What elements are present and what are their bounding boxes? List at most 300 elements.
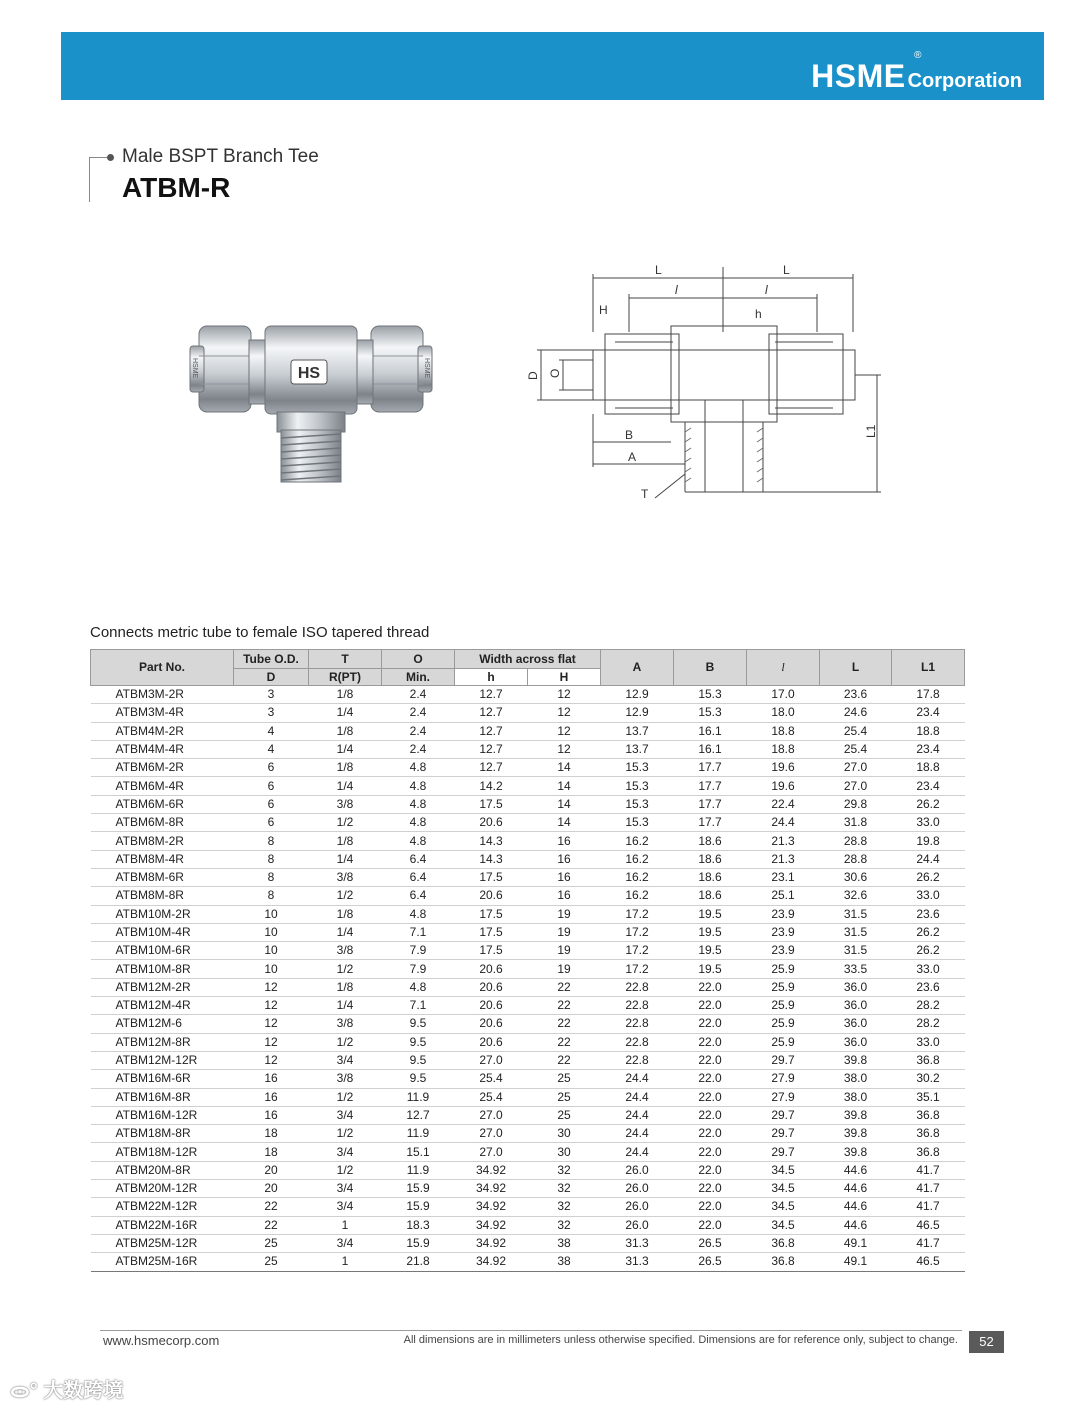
table-cell: 22.0 [674,1125,747,1143]
table-cell: 17.7 [674,814,747,832]
table-row [91,740,965,758]
table-cell: 22.0 [674,1198,747,1216]
table-cell: 12.9 [601,704,674,722]
table-cell: 25 [528,1106,601,1124]
table-cell: 36.0 [820,978,892,996]
col-subheader-h-small: h [455,669,528,686]
table-cell: 22.8 [601,978,674,996]
table-cell: 31.5 [820,923,892,941]
table-cell: 27.9 [747,1070,820,1088]
table-cell: 44.6 [820,1198,892,1216]
table-cell: 17.2 [601,942,674,960]
cell-part-no: ATBM22M-16R [91,1216,234,1234]
table-row [91,1070,965,1088]
table-cell: 13.7 [601,722,674,740]
col-subheader-h-big: H [528,669,601,686]
table-cell: 8 [234,832,309,850]
table-cell: 22 [528,1015,601,1033]
dim-label-A: A [628,450,637,464]
table-cell: 17.5 [455,942,528,960]
table-cell: 39.8 [820,1106,892,1124]
table-cell: 7.1 [382,997,455,1015]
table-cell: 36.8 [892,1051,965,1069]
table-cell: 17.2 [601,960,674,978]
table-cell: 23.4 [892,777,965,795]
table-cell: 28.2 [892,997,965,1015]
table-cell: 22.4 [747,795,820,813]
cell-part-no: ATBM12M-8R [91,1033,234,1051]
table-cell: 15.3 [601,814,674,832]
table-cell: 18.8 [892,722,965,740]
table-cell: 16.1 [674,740,747,758]
table-cell: 18.6 [674,887,747,905]
body-stamp: HS [297,365,321,382]
table-cell: 23.9 [747,942,820,960]
table-cell: 25.4 [820,722,892,740]
table-cell: 14.2 [455,777,528,795]
table-cell: 18.8 [747,722,820,740]
title-bullet-icon [107,154,114,161]
table-cell: 16 [234,1106,309,1124]
table-cell: 30.6 [820,868,892,886]
table-cell: 6 [234,777,309,795]
table-cell: 4.8 [382,777,455,795]
table-cell: 31.5 [820,905,892,923]
table-row [91,1198,965,1216]
table-cell: 20 [234,1161,309,1179]
dim-label-L-left: L [655,263,662,277]
table-cell: 18.0 [747,704,820,722]
table-row [91,1088,965,1106]
table-cell: 25.4 [820,740,892,758]
table-cell: 19.5 [674,942,747,960]
table-cell: 22.8 [601,1033,674,1051]
table-cell: 23.6 [820,686,892,704]
header-banner [61,32,1044,100]
table-cell: 29.8 [820,795,892,813]
table-cell: 12 [528,722,601,740]
table-row [91,942,965,960]
table-cell: 27.0 [455,1106,528,1124]
table-cell: 24.4 [601,1125,674,1143]
table-cell: 24.4 [601,1070,674,1088]
table-cell: 12 [234,1033,309,1051]
table-cell: 19.6 [747,759,820,777]
table-cell: 34.5 [747,1198,820,1216]
table-cell: 1/4 [309,704,382,722]
table-cell: 32 [528,1161,601,1179]
table-cell: 11.9 [382,1125,455,1143]
page-number: 52 [969,1331,1004,1353]
table-cell: 36.0 [820,997,892,1015]
table-cell: 23.1 [747,868,820,886]
table-cell: 9.5 [382,1033,455,1051]
table-cell: 33.0 [892,1033,965,1051]
table-cell: 29.7 [747,1143,820,1161]
table-cell: 32.6 [820,887,892,905]
table-cell: 14 [528,795,601,813]
table-cell: 1/2 [309,887,382,905]
col-header-l-big: L [820,650,892,686]
table-cell: 1 [309,1216,382,1234]
table-cell: 17.5 [455,905,528,923]
table-cell: 3/4 [309,1234,382,1252]
cell-part-no: ATBM8M-4R [91,850,234,868]
table-cell: 4.8 [382,814,455,832]
cell-part-no: ATBM4M-2R [91,722,234,740]
col-header-o: O [382,650,455,669]
table-cell: 27.0 [455,1143,528,1161]
table-cell: 4 [234,722,309,740]
table-cell: 3/4 [309,1198,382,1216]
table-row [91,1216,965,1234]
col-header-tube-od: Tube O.D. [234,650,309,669]
table-cell: 18.6 [674,868,747,886]
table-cell: 1/8 [309,759,382,777]
table-row [91,887,965,905]
table-cell: 34.92 [455,1198,528,1216]
table-row [91,832,965,850]
table-cell: 19 [528,905,601,923]
table-cell: 15.3 [601,759,674,777]
table-cell: 27.0 [820,759,892,777]
cell-part-no: ATBM4M-4R [91,740,234,758]
table-cell: 19.5 [674,923,747,941]
table-cell: 26.0 [601,1180,674,1198]
table-cell: 21.3 [747,850,820,868]
table-cell: 29.7 [747,1051,820,1069]
table-cell: 2.4 [382,686,455,704]
table-cell: 30 [528,1143,601,1161]
table-cell: 10 [234,960,309,978]
table-cell: 19.6 [747,777,820,795]
table-cell: 23.6 [892,978,965,996]
table-cell: 12.7 [455,722,528,740]
table-cell: 25 [234,1234,309,1252]
table-cell: 4.8 [382,759,455,777]
table-row [91,1051,965,1069]
col-header-l1: L1 [892,650,965,686]
table-cell: 3 [234,686,309,704]
table-cell: 19 [528,923,601,941]
table-cell: 4.8 [382,832,455,850]
table-cell: 3/8 [309,868,382,886]
table-row [91,814,965,832]
table-cell: 33.0 [892,960,965,978]
table-cell: 10 [234,942,309,960]
table-cell: 3/4 [309,1143,382,1161]
table-cell: 15.3 [674,704,747,722]
table-cell: 23.9 [747,923,820,941]
table-cell: 25.9 [747,1015,820,1033]
table-cell: 20.6 [455,1033,528,1051]
product-photo [185,318,445,488]
table-cell: 26.0 [601,1198,674,1216]
table-cell: 6.4 [382,887,455,905]
table-cell: 16.2 [601,887,674,905]
table-cell: 39.8 [820,1125,892,1143]
cell-part-no: ATBM3M-2R [91,686,234,704]
table-cell: 12 [528,740,601,758]
brand-corporation: Corporation [907,70,1022,92]
table-cell: 34.5 [747,1216,820,1234]
table-cell: 27.9 [747,1088,820,1106]
dim-label-L-right: L [783,263,790,277]
table-cell: 10 [234,923,309,941]
table-cell: 22.8 [601,1015,674,1033]
table-cell: 1/2 [309,960,382,978]
table-cell: 44.6 [820,1216,892,1234]
table-cell: 29.7 [747,1106,820,1124]
table-row [91,905,965,923]
cell-part-no: ATBM12M-12R [91,1051,234,1069]
cell-part-no: ATBM3M-4R [91,704,234,722]
table-cell: 16.2 [601,832,674,850]
table-cell: 12 [234,978,309,996]
table-cell: 44.6 [820,1161,892,1179]
table-cell: 20.6 [455,887,528,905]
cell-part-no: ATBM12M-6 [91,1015,234,1033]
table-cell: 24.4 [601,1088,674,1106]
table-cell: 22.0 [674,1143,747,1161]
table-cell: 16.1 [674,722,747,740]
cell-part-no: ATBM16M-6R [91,1070,234,1088]
table-cell: 34.92 [455,1161,528,1179]
table-cell: 24.4 [601,1106,674,1124]
col-header-t: T [309,650,382,669]
table-cell: 12.7 [382,1106,455,1124]
table-cell: 41.7 [892,1161,965,1179]
table-cell: 38 [528,1253,601,1271]
table-cell: 30 [528,1125,601,1143]
table-cell: 16 [528,868,601,886]
table-cell: 19 [528,942,601,960]
table-cell: 15.9 [382,1198,455,1216]
table-cell: 19.5 [674,905,747,923]
spec-table [90,649,965,1272]
table-header-row [91,650,965,669]
table-cell: 25.9 [747,960,820,978]
table-cell: 12.9 [601,686,674,704]
table-row [91,1143,965,1161]
table-cell: 22 [234,1198,309,1216]
table-cell: 22.0 [674,1180,747,1198]
table-cell: 36.8 [892,1106,965,1124]
col-header-a: A [601,650,674,686]
table-cell: 25.4 [455,1088,528,1106]
table-cell: 8 [234,850,309,868]
table-cell: 1/2 [309,1033,382,1051]
table-cell: 18 [234,1143,309,1161]
table-cell: 22 [528,1051,601,1069]
table-cell: 25 [528,1070,601,1088]
table-row [91,1125,965,1143]
cell-part-no: ATBM12M-2R [91,978,234,996]
table-row [91,1253,965,1271]
footer-disclaimer: All dimensions are in millimeters unless otherwise specified. Dimensions are for reference only, subject to change. [403,1334,958,1346]
table-cell: 32 [528,1198,601,1216]
table-cell: 24.6 [820,704,892,722]
table-cell: 3/8 [309,795,382,813]
table-cell: 20.6 [455,1015,528,1033]
table-cell: 8 [234,887,309,905]
table-row [91,759,965,777]
title-bracket-line [89,157,90,202]
cell-part-no: ATBM6M-4R [91,777,234,795]
table-cell: 14.3 [455,850,528,868]
table-cell: 3/8 [309,1070,382,1088]
watermark-text: 大数跨境 [43,1380,124,1402]
brand-logo [811,50,1022,95]
table-cell: 25.4 [455,1070,528,1088]
table-cell: 28.8 [820,832,892,850]
table-cell: 49.1 [820,1234,892,1252]
footer-url[interactable]: www.hsmecorp.com [103,1333,220,1348]
dim-label-L1: L1 [864,424,878,438]
table-cell: 17.5 [455,795,528,813]
table-cell: 6.4 [382,850,455,868]
table-cell: 25.1 [747,887,820,905]
table-cell: 25.9 [747,1033,820,1051]
table-cell: 34.92 [455,1216,528,1234]
cell-part-no: ATBM6M-6R [91,795,234,813]
table-cell: 39.8 [820,1051,892,1069]
table-row [91,1234,965,1252]
table-cell: 1/2 [309,814,382,832]
col-header-b: B [674,650,747,686]
table-cell: 18 [234,1125,309,1143]
table-cell: 12 [234,1015,309,1033]
col-header-width-across-flat: Width across flat [455,650,601,669]
cell-part-no: ATBM18M-12R [91,1143,234,1161]
table-cell: 17.7 [674,777,747,795]
table-cell: 20.6 [455,978,528,996]
table-cell: 25 [528,1088,601,1106]
table-cell: 36.0 [820,1015,892,1033]
table-cell: 10 [234,905,309,923]
table-cell: 34.5 [747,1161,820,1179]
table-cell: 22.0 [674,997,747,1015]
table-cell: 7.9 [382,942,455,960]
cell-part-no: ATBM20M-8R [91,1161,234,1179]
table-cell: 23.4 [892,704,965,722]
table-cell: 19 [528,960,601,978]
table-cell: 1/2 [309,1125,382,1143]
table-cell: 12.7 [455,740,528,758]
table-cell: 22.8 [601,997,674,1015]
table-row [91,777,965,795]
table-row [91,686,965,704]
table-row [91,923,965,941]
table-cell: 16 [528,850,601,868]
table-cell: 25.9 [747,978,820,996]
table-cell: 15.3 [674,686,747,704]
cell-part-no: ATBM16M-12R [91,1106,234,1124]
table-cell: 16.2 [601,850,674,868]
table-cell: 1/8 [309,832,382,850]
table-cell: 20.6 [455,997,528,1015]
dim-label-D: D [526,371,540,380]
table-cell: 4 [234,740,309,758]
table-cell: 39.8 [820,1143,892,1161]
table-cell: 3 [234,704,309,722]
dim-label-B: B [625,428,634,442]
table-cell: 1/4 [309,777,382,795]
table-cell: 16 [234,1088,309,1106]
table-cell: 28.8 [820,850,892,868]
table-cell: 22 [528,997,601,1015]
table-cell: 31.8 [820,814,892,832]
table-cell: 41.7 [892,1180,965,1198]
nut-stamp-right: HSME [423,358,430,379]
product-code: ATBM-R [122,172,231,203]
table-cell: 13.7 [601,740,674,758]
table-cell: 16 [528,887,601,905]
table-cell: 9.5 [382,1015,455,1033]
table-cell: 31.3 [601,1234,674,1252]
table-cell: 34.5 [747,1180,820,1198]
table-cell: 4.8 [382,905,455,923]
table-cell: 22.0 [674,1216,747,1234]
table-row [91,795,965,813]
table-cell: 22.8 [601,1051,674,1069]
table-cell: 2.4 [382,704,455,722]
table-cell: 31.3 [601,1253,674,1271]
table-cell: 26.2 [892,795,965,813]
cell-part-no: ATBM20M-12R [91,1180,234,1198]
table-cell: 32 [528,1216,601,1234]
col-subheader-t: R(PT) [309,669,382,686]
table-cell: 1/8 [309,686,382,704]
table-row [91,850,965,868]
table-row [91,868,965,886]
table-cell: 25.9 [747,997,820,1015]
table-cell: 12 [528,704,601,722]
table-cell: 17.7 [674,795,747,813]
table-cell: 36.8 [892,1125,965,1143]
table-cell: 15.3 [601,795,674,813]
cell-part-no: ATBM8M-8R [91,887,234,905]
table-cell: 18.3 [382,1216,455,1234]
table-cell: 3/4 [309,1051,382,1069]
table-cell: 1/8 [309,978,382,996]
table-cell: 3/4 [309,1180,382,1198]
table-cell: 14 [528,777,601,795]
product-subtitle: Male BSPT Branch Tee [122,146,319,167]
table-cell: 33.5 [820,960,892,978]
table-cell: 17.8 [892,686,965,704]
table-row [91,722,965,740]
table-row [91,1180,965,1198]
table-cell: 41.7 [892,1234,965,1252]
table-cell: 30.2 [892,1070,965,1088]
table-cell: 20 [234,1180,309,1198]
dim-label-H: H [599,303,608,317]
cell-part-no: ATBM25M-16R [91,1253,234,1271]
table-cell: 4.8 [382,978,455,996]
watermark-icon: ᯣ° [10,1380,38,1402]
table-cell: 26.5 [674,1234,747,1252]
table-cell: 16 [234,1070,309,1088]
table-cell: 24.4 [601,1143,674,1161]
table-cell: 15.1 [382,1143,455,1161]
table-cell: 22 [528,978,601,996]
col-subheader-tube-od: D [234,669,309,686]
table-cell: 26.0 [601,1161,674,1179]
cell-part-no: ATBM25M-12R [91,1234,234,1252]
table-cell: 22.0 [674,1088,747,1106]
table-body [91,686,965,1272]
